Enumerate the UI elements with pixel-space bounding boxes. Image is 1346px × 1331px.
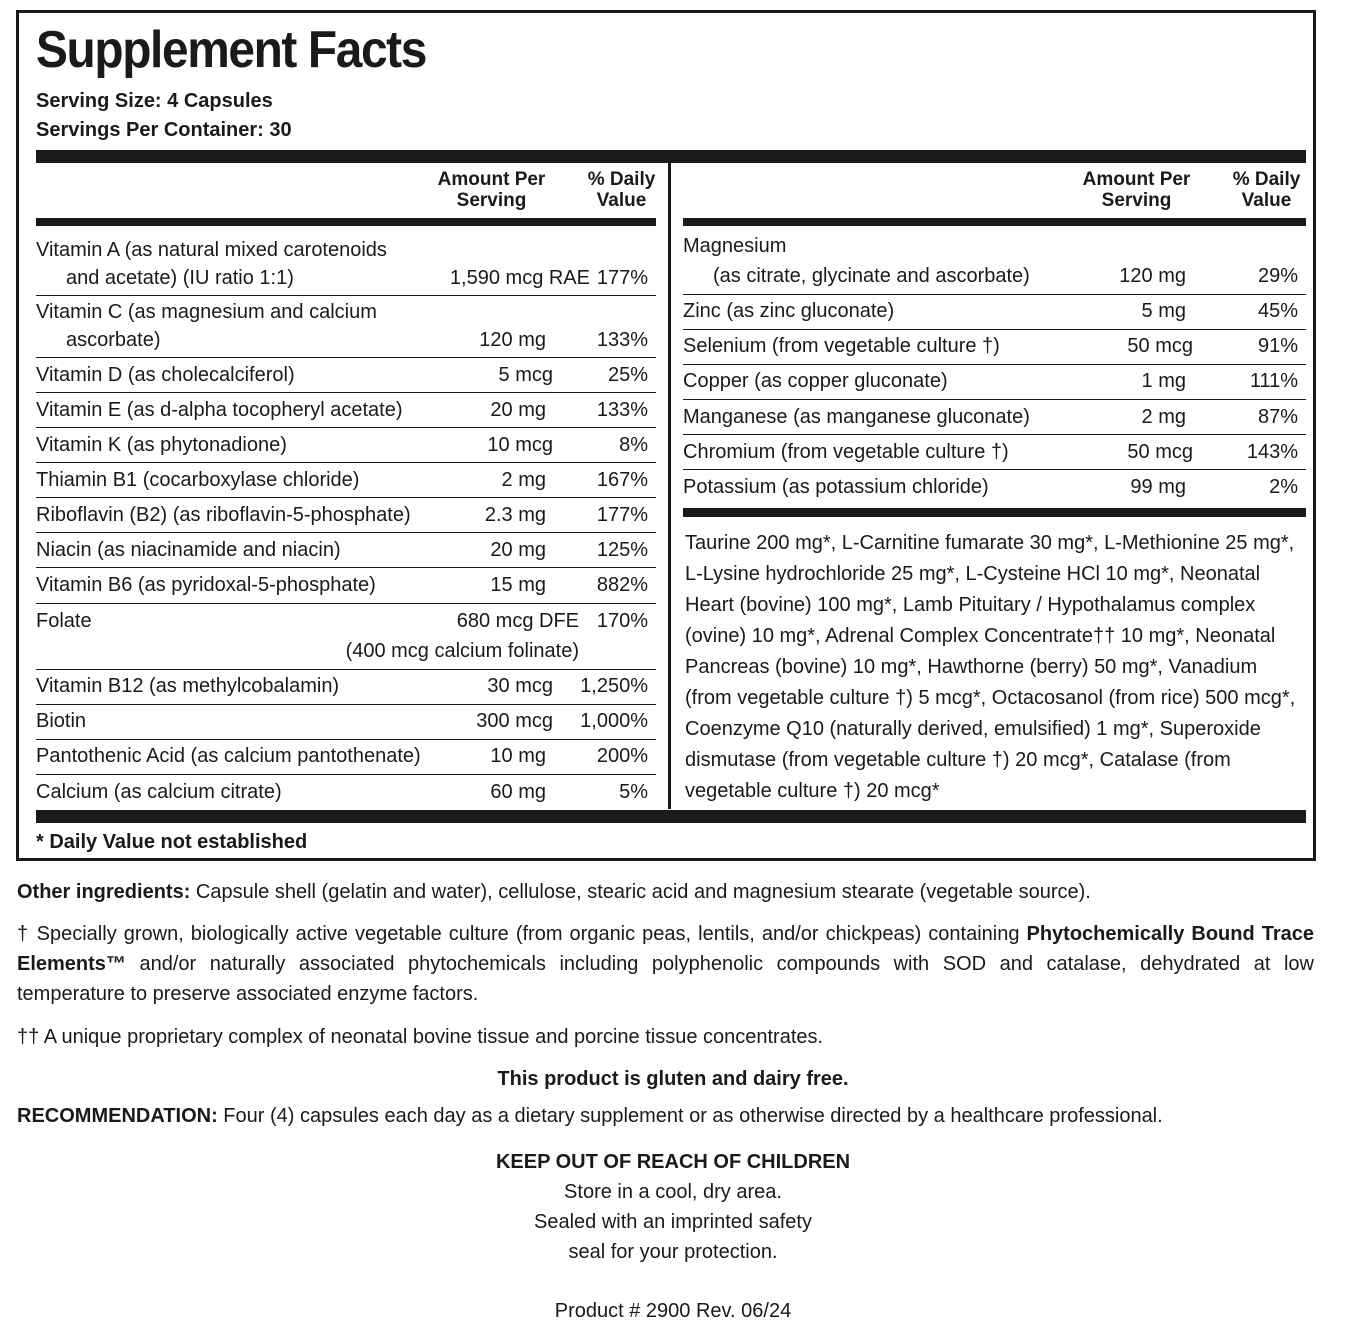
serving-size: Serving Size: 4 Capsules bbox=[36, 90, 273, 112]
gluten-free-statement: This product is gluten and dairy free. bbox=[497, 1068, 849, 1090]
other-ingredients: Other ingredients: Capsule shell (gelatin and water), cellulose, stearic acid and magnesium stearate (vegetable source). bbox=[17, 881, 1091, 903]
left-amount-header: Amount Per Serving bbox=[437, 169, 546, 211]
recommendation: RECOMMENDATION: Four (4) capsules each day as a dietary supplement or as otherwise directed by a healthcare professional. bbox=[17, 1105, 1163, 1127]
child-warning: KEEP OUT OF REACH OF CHILDREN bbox=[495, 1151, 851, 1173]
servings-per-container: Servings Per Container: 30 bbox=[36, 119, 292, 141]
right-header-rule bbox=[683, 218, 1306, 226]
product-code: Product # 2900 Rev. 06/24 bbox=[554, 1300, 792, 1322]
storage-line: Sealed with an imprinted safety bbox=[534, 1211, 812, 1233]
top-rule bbox=[36, 150, 1306, 163]
double-dagger-note: †† A unique proprietary complex of neonatal bovine tissue and porcine tissue concentrates. bbox=[17, 1026, 824, 1048]
dagger-note: † Specially grown, biologically active vegetable culture (from organic peas, lentils, and/or chickpeas) containing Phytochemically Bound Trace Elements™ and/or naturally associated phytochemicals including polyphenolic compounds with SOD and catalase, dehydrated at low temperature to preserve associated enzyme factors. bbox=[17, 923, 1315, 1005]
table-row: Magnesium (as citrate, glycinate and ascorbate) 120 mg 29% bbox=[683, 235, 1298, 287]
table-row: Vitamin A (as natural mixed carotenoids and acetate) (IU ratio 1:1) 1,590 mcg RAE 177% bbox=[36, 239, 648, 289]
daily-value-note: * Daily Value not established bbox=[36, 831, 308, 853]
right-blend-rule bbox=[683, 508, 1306, 517]
bottom-rule bbox=[36, 810, 1306, 823]
table-row: Vitamin C (as magnesium and calcium ascorbate) 120 mg 133% bbox=[36, 301, 648, 351]
left-header-rule bbox=[36, 218, 656, 226]
other-ingredients-blend: Taurine 200 mg*, L-Carnitine fumarate 30 mg*, L-Methionine 25 mg*, L-Lysine hydrochloride 25 mg*, L-Cysteine HCl 10 mg*, Neonatal Heart (bovine) 100 mg*, Lamb Pituitary / Hypothalamus complex (ovine) 10 mg*, Adrenal Complex Concentrate†† 10 mg*, Neonatal Pancreas (bovine) 10 mg*, Hawthorne (berry) 50 mg*, Vanadium (from vegetable culture †) 5 mcg*, Octacosanol (from rice) 500 mcg*, Coenzyme Q10 (naturally derived, emulsified) 1 mg*, Superoxide dismutase (from vegetable culture †) 20 mcg*, Catalase (from vegetable culture †) 20 mcg* bbox=[685, 532, 1296, 802]
storage-line: Store in a cool, dry area. bbox=[564, 1181, 782, 1203]
storage-line: seal for your protection. bbox=[568, 1241, 778, 1263]
left-dv-header: % Daily Value bbox=[587, 169, 656, 211]
right-dv-header: % Daily Value bbox=[1232, 169, 1301, 211]
column-divider bbox=[668, 161, 671, 809]
table-row: Folate 680 mcg DFE 170% (400 mcg calcium folinate) bbox=[36, 610, 648, 662]
right-amount-header: Amount Per Serving bbox=[1082, 169, 1191, 211]
supplement-facts-panel: Supplement Facts Serving Size: 4 Capsules Servings Per Container: 30 Amount Per Serving % Daily Value Amount Per Serving % Daily Value Vitamin A (as natural mixed carotenoids and acetate) (IU ratio 1:1) 1,590 mcg RAE 177% Vitamin C (as magnesium and calcium ascorbate) 120 mg 133% Vitamin D (as cholecalciferol) 5 mcg 25% Vitamin E (as d-alpha tocopheryl acetate) 20 mg 133% Vitamin K (as phytonadione) 10 mcg 8% Thiamin B1 (cocarboxylase chloride) 2 mg 167% Riboflavin (B2) (as riboflavin-5-phosphate) 2.3 mg 177% Niacin (as niacinamide and niacin) 20 mg 125% Vitamin B6 (as pyridoxal-5-phosphate) 15 mg 882% Folate 680 mcg DFE 170% (400 mcg calcium folinate) Vitamin B12 (as methylcobalamin) 30 mcg 1,250% Biotin 300 mcg 1,000% Pantothenic Acid (as calcium pantothenate) 10 mg 200% Calcium (as calcium citrate) 60 mg 5% Magnesium (as citrate, glycinate and ascorbate) 120 mg 29% Zinc (as zinc gluconate) 5 mg 45% Selenium (from vegetable culture †) 50 mcg 91% Copper (as copper gluconate) 1 mg 111% Manganese (as manganese gluconate) 2 mg 87% Chromium (from vegetable culture †) 50 mcg 143% Potassium (as potassium chloride) 99 mg 2% Taurine 200 mg*, L-Carnitine fumarate 30 mg*, L-Methionine 25 mg*, L-Lysine hydrochloride 25 mg*, L-Cysteine HCl 10 mg*, Neonatal Heart (bovine) 100 mg*, Lamb Pituitary / Hypothalamus complex (ovine) 10 mg*, Adrenal Complex Concentrate†† 10 mg*, Neonatal Pancreas (bovine) 10 mg*, Hawthorne (berry) 50 mg*, Vanadium (from vegetable culture †) 5 mcg*, Octacosanol (from rice) 500 mcg*, Coenzyme Q10 (naturally derived, emulsified) 1 mg*, Superoxide dismutase (from vegetable culture †) 20 mcg*, Catalase (from vegetable culture †) 20 mcg* * Daily Value not established bbox=[16, 10, 1316, 861]
panel-title: Supplement Facts bbox=[36, 21, 426, 79]
